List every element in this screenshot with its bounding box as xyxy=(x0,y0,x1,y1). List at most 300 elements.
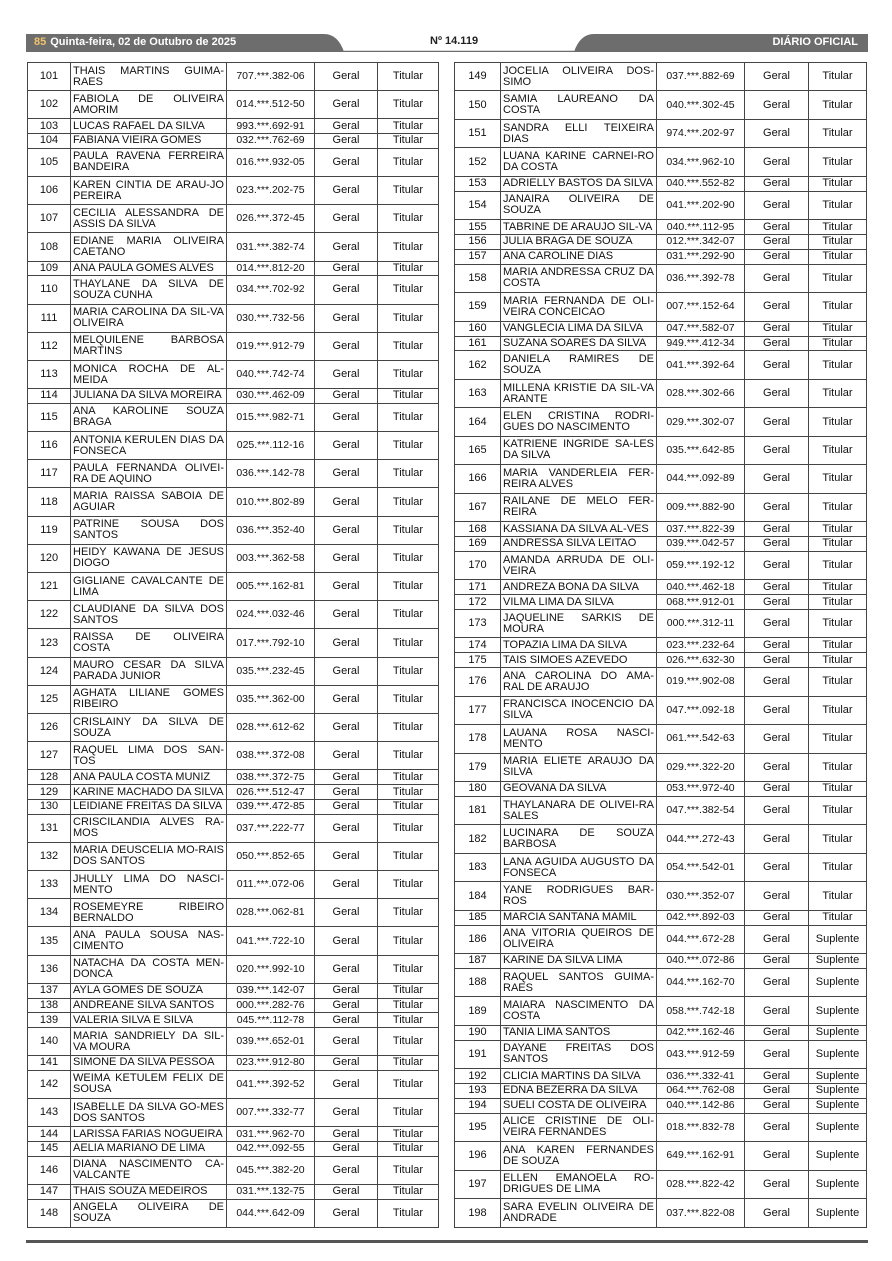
candidate-category: Geral xyxy=(745,249,809,264)
candidate-status: Titular xyxy=(809,220,867,235)
table-row xyxy=(455,148,867,176)
candidate-category: Geral xyxy=(745,997,809,1025)
row-number: 131 xyxy=(28,814,71,842)
candidate-status: Titular xyxy=(809,493,867,521)
row-number: 149 xyxy=(455,63,501,91)
candidate-status: Titular xyxy=(378,304,439,332)
row-number: 186 xyxy=(455,925,501,953)
table-row xyxy=(455,580,867,595)
row-number: 118 xyxy=(28,488,71,516)
row-number: 128 xyxy=(28,770,71,785)
table-row xyxy=(455,321,867,336)
row-number: 178 xyxy=(455,725,501,753)
table-row xyxy=(455,91,867,119)
candidate-name: KASSIANA DA SILVA AL-VES xyxy=(501,522,657,537)
row-number: 126 xyxy=(28,714,71,742)
candidate-status: Titular xyxy=(809,465,867,493)
candidate-category: Geral xyxy=(745,668,809,696)
table-row xyxy=(28,432,439,460)
candidate-name: MARIA FERNANDA DE OLI-VEIRA CONCEICAO xyxy=(501,293,657,321)
candidate-category: Geral xyxy=(745,725,809,753)
table-row xyxy=(28,742,439,770)
row-number: 108 xyxy=(28,233,71,261)
candidate-status: Suplente xyxy=(809,1084,867,1099)
candidate-category: Geral xyxy=(315,488,378,516)
candidates-table-right xyxy=(454,62,867,1228)
candidate-name: VILMA LIMA DA SILVA xyxy=(501,595,657,610)
table-row xyxy=(455,379,867,407)
candidate-category: Geral xyxy=(315,177,378,205)
row-number: 129 xyxy=(28,785,71,800)
table-row xyxy=(455,910,867,925)
table-row xyxy=(28,814,439,842)
candidate-category: Geral xyxy=(745,910,809,925)
candidate-name: ANA KAREN FERNANDES DE SOUZA xyxy=(501,1142,657,1170)
candidate-status: Titular xyxy=(809,293,867,321)
candidate-cpf: 020.***.992-10 xyxy=(227,955,315,983)
candidate-category: Geral xyxy=(745,925,809,953)
table-row xyxy=(28,276,439,304)
candidate-name: RAILANE DE MELO FER-REIRA xyxy=(501,493,657,521)
candidate-category: Geral xyxy=(315,332,378,360)
candidate-name: KARINE DA SILVA LIMA xyxy=(501,954,657,969)
candidate-name: FRANCISCA INOCENCIO DA SILVA xyxy=(501,696,657,724)
candidate-name: SARA EVELIN OLIVEIRA DE ANDRADE xyxy=(501,1199,657,1228)
candidate-category: Geral xyxy=(315,403,378,431)
row-number: 168 xyxy=(455,522,501,537)
candidate-name: PAULA FERNANDA OLIVEI-RA DE AQUINO xyxy=(71,460,227,488)
candidate-cpf: 028.***.612-62 xyxy=(227,714,315,742)
candidate-status: Titular xyxy=(809,610,867,638)
candidate-cpf: 035.***.362-00 xyxy=(227,685,315,713)
table-row xyxy=(28,389,439,404)
row-number: 197 xyxy=(455,1170,501,1198)
candidate-cpf: 044.***.272-43 xyxy=(657,825,745,853)
candidate-cpf: 016.***.932-05 xyxy=(227,148,315,176)
table-row xyxy=(28,488,439,516)
candidate-category: Geral xyxy=(745,436,809,464)
table-row xyxy=(28,573,439,601)
row-number: 124 xyxy=(28,657,71,685)
candidate-name: TOPAZIA LIMA DA SILVA xyxy=(501,638,657,653)
candidate-status: Titular xyxy=(809,696,867,724)
candidate-category: Geral xyxy=(745,595,809,610)
candidate-name: LAUANA ROSA NASCI-MENTO xyxy=(501,725,657,753)
candidate-name: ELLEN EMANOELA RO-DRIGUES DE LIMA xyxy=(501,1170,657,1198)
candidate-name: ADRIELLY BASTOS DA SILVA xyxy=(501,176,657,191)
candidate-category: Geral xyxy=(745,176,809,191)
table-row xyxy=(455,696,867,724)
candidate-category: Geral xyxy=(745,148,809,176)
candidate-cpf: 047.***.382-54 xyxy=(657,796,745,824)
candidate-category: Geral xyxy=(315,770,378,785)
candidate-name: YANE RODRIGUES BAR-ROS xyxy=(501,882,657,910)
candidate-status: Titular xyxy=(809,148,867,176)
candidate-category: Geral xyxy=(315,799,378,814)
candidate-status: Titular xyxy=(809,725,867,753)
candidate-status: Titular xyxy=(809,882,867,910)
candidate-category: Geral xyxy=(315,544,378,572)
candidate-name: ELEN CRISTINA RODRI-GUES DO NASCIMENTO xyxy=(501,408,657,436)
candidate-cpf: 009.***.882-90 xyxy=(657,493,745,521)
candidate-cpf: 037.***.822-08 xyxy=(657,1199,745,1228)
candidate-name: MARIA ELIETE ARAUJO DA SILVA xyxy=(501,753,657,781)
candidate-status: Titular xyxy=(809,176,867,191)
candidate-cpf: 007.***.332-77 xyxy=(227,1099,315,1127)
candidate-name: LUCINARA DE SOUZA BARBOSA xyxy=(501,825,657,853)
candidate-cpf: 041.***.202-90 xyxy=(657,191,745,219)
candidate-name: MAIARA NASCIMENTO DA COSTA xyxy=(501,997,657,1025)
candidate-status: Titular xyxy=(809,336,867,351)
candidate-status: Titular xyxy=(378,1141,439,1156)
candidate-status: Titular xyxy=(378,601,439,629)
table-row xyxy=(455,1084,867,1099)
candidate-category: Geral xyxy=(745,220,809,235)
row-number: 127 xyxy=(28,742,71,770)
row-number: 146 xyxy=(28,1156,71,1184)
row-number: 153 xyxy=(455,176,501,191)
row-number: 159 xyxy=(455,293,501,321)
candidate-category: Geral xyxy=(745,882,809,910)
table-row xyxy=(455,551,867,579)
candidate-status: Titular xyxy=(378,1127,439,1142)
table-row xyxy=(455,1040,867,1068)
candidate-status: Titular xyxy=(378,899,439,927)
candidate-cpf: 042.***.162-46 xyxy=(657,1025,745,1040)
candidate-cpf: 047.***.582-07 xyxy=(657,321,745,336)
candidate-category: Geral xyxy=(315,91,378,119)
candidate-category: Geral xyxy=(315,148,378,176)
candidate-category: Geral xyxy=(745,1040,809,1068)
candidate-status: Titular xyxy=(378,332,439,360)
candidate-category: Geral xyxy=(315,573,378,601)
candidate-name: ANDREANE SILVA SANTOS xyxy=(71,998,227,1013)
row-number: 166 xyxy=(455,465,501,493)
table-row xyxy=(28,871,439,899)
candidate-status: Titular xyxy=(378,63,439,91)
table-row xyxy=(28,770,439,785)
table-row xyxy=(28,799,439,814)
candidate-name: JANAIRA OLIVEIRA DE SOUZA xyxy=(501,191,657,219)
row-number: 136 xyxy=(28,955,71,983)
table-row xyxy=(455,668,867,696)
candidate-cpf: 040.***.112-95 xyxy=(657,220,745,235)
candidate-status: Titular xyxy=(809,235,867,250)
candidate-status: Titular xyxy=(378,148,439,176)
row-number: 148 xyxy=(28,1199,71,1227)
candidate-cpf: 041.***.722-10 xyxy=(227,927,315,955)
candidate-name: CRISCILANDIA ALVES RA-MOS xyxy=(71,814,227,842)
table-row xyxy=(28,601,439,629)
candidate-category: Geral xyxy=(745,653,809,668)
candidate-cpf: 034.***.962-10 xyxy=(657,148,745,176)
candidate-status: Titular xyxy=(809,668,867,696)
candidate-category: Geral xyxy=(745,321,809,336)
candidate-status: Titular xyxy=(378,261,439,276)
candidate-name: ANA CAROLINA DO AMA-RAL DE ARAUJO xyxy=(501,668,657,696)
candidate-status: Titular xyxy=(809,63,867,91)
row-number: 105 xyxy=(28,148,71,176)
candidate-cpf: 023.***.232-64 xyxy=(657,638,745,653)
candidate-cpf: 037.***.222-77 xyxy=(227,814,315,842)
candidate-cpf: 040.***.552-82 xyxy=(657,176,745,191)
table-row xyxy=(28,785,439,800)
candidate-cpf: 031.***.962-70 xyxy=(227,1127,315,1142)
candidate-category: Geral xyxy=(315,871,378,899)
candidate-name: THAYLANE DA SILVA DE SOUZA CUNHA xyxy=(71,276,227,304)
candidate-category: Geral xyxy=(745,954,809,969)
candidate-status: Titular xyxy=(378,119,439,134)
table-row xyxy=(455,191,867,219)
candidate-cpf: 068.***.912-01 xyxy=(657,595,745,610)
row-number: 133 xyxy=(28,871,71,899)
candidate-status: Titular xyxy=(378,1027,439,1055)
row-number: 170 xyxy=(455,551,501,579)
candidate-category: Geral xyxy=(745,753,809,781)
candidate-name: JULIA BRAGA DE SOUZA xyxy=(501,235,657,250)
table-row xyxy=(28,304,439,332)
candidate-status: Titular xyxy=(809,910,867,925)
candidate-name: KATRIENE INGRIDE SA-LES DA SILVA xyxy=(501,436,657,464)
candidate-status: Titular xyxy=(378,1156,439,1184)
candidate-cpf: 038.***.372-75 xyxy=(227,770,315,785)
candidate-status: Titular xyxy=(378,983,439,998)
candidate-cpf: 000.***.282-76 xyxy=(227,998,315,1013)
candidate-status: Titular xyxy=(809,264,867,292)
table-row xyxy=(28,91,439,119)
candidate-name: ANTONIA KERULEN DIAS DA FONSECA xyxy=(71,432,227,460)
row-number: 158 xyxy=(455,264,501,292)
candidate-category: Geral xyxy=(315,1013,378,1028)
candidate-cpf: 043.***.912-59 xyxy=(657,1040,745,1068)
candidate-name: LEIDIANE FREITAS DA SILVA xyxy=(71,799,227,814)
table-row xyxy=(455,825,867,853)
candidate-status: Suplente xyxy=(809,954,867,969)
table-row xyxy=(28,685,439,713)
candidate-name: ANA PAULA SOUSA NAS-CIMENTO xyxy=(71,927,227,955)
row-number: 134 xyxy=(28,899,71,927)
candidate-name: MARIA VANDERLEIA FER-REIRA ALVES xyxy=(501,465,657,493)
candidate-category: Geral xyxy=(315,983,378,998)
candidate-name: AYLA GOMES DE SOUZA xyxy=(71,983,227,998)
candidate-cpf: 044.***.162-70 xyxy=(657,968,745,996)
candidate-name: EDNA BEZERRA DA SILVA xyxy=(501,1084,657,1099)
row-number: 135 xyxy=(28,927,71,955)
row-number: 182 xyxy=(455,825,501,853)
candidate-status: Titular xyxy=(809,782,867,797)
table-row xyxy=(455,1113,867,1141)
candidate-cpf: 014.***.512-50 xyxy=(227,91,315,119)
candidate-cpf: 015.***.982-71 xyxy=(227,403,315,431)
row-number: 191 xyxy=(455,1040,501,1068)
candidate-name: ALICE CRISTINE DE OLI-VEIRA FERNANDES xyxy=(501,1113,657,1141)
candidate-name: VANGLECIA LIMA DA SILVA xyxy=(501,321,657,336)
candidate-status: Titular xyxy=(378,205,439,233)
table-row xyxy=(455,882,867,910)
candidate-name: RAQUEL SANTOS GUIMA-RAES xyxy=(501,968,657,996)
row-number: 154 xyxy=(455,191,501,219)
row-number: 102 xyxy=(28,91,71,119)
candidate-name: ANA VITORIA QUEIROS DE OLIVEIRA xyxy=(501,925,657,953)
candidate-category: Geral xyxy=(315,785,378,800)
candidate-name: GIGLIANE CAVALCANTE DE LIMA xyxy=(71,573,227,601)
row-number: 122 xyxy=(28,601,71,629)
table-row xyxy=(28,927,439,955)
candidate-name: MARIA DEUSCELIA MO-RAIS DOS SANTOS xyxy=(71,842,227,870)
table-row xyxy=(455,1170,867,1198)
row-number: 179 xyxy=(455,753,501,781)
candidate-cpf: 010.***.802-89 xyxy=(227,488,315,516)
row-number: 119 xyxy=(28,516,71,544)
row-number: 188 xyxy=(455,968,501,996)
candidate-name: THAIS MARTINS GUIMA-RAES xyxy=(71,63,227,91)
table-row xyxy=(28,1027,439,1055)
candidate-cpf: 012.***.342-07 xyxy=(657,235,745,250)
table-row xyxy=(28,1013,439,1028)
table-row xyxy=(28,714,439,742)
row-number: 194 xyxy=(455,1098,501,1113)
candidate-name: LANA AGUIDA AUGUSTO DA FONSECA xyxy=(501,853,657,881)
candidates-table-left xyxy=(27,62,439,1228)
publication-title: DIÁRIO OFICIAL xyxy=(772,36,858,48)
candidate-name: JOCELIA OLIVEIRA DOS-SIMO xyxy=(501,63,657,91)
candidate-name: CLAUDIANE DA SILVA DOS SANTOS xyxy=(71,601,227,629)
candidate-cpf: 039.***.652-01 xyxy=(227,1027,315,1055)
candidate-name: TAIS SIMOES AZEVEDO xyxy=(501,653,657,668)
row-number: 157 xyxy=(455,249,501,264)
candidate-status: Titular xyxy=(378,1056,439,1071)
candidate-status: Suplente xyxy=(809,1025,867,1040)
row-number: 195 xyxy=(455,1113,501,1141)
candidate-category: Geral xyxy=(745,853,809,881)
page-number: 85 xyxy=(34,36,47,48)
candidate-cpf: 064.***.762-08 xyxy=(657,1084,745,1099)
candidate-category: Geral xyxy=(315,1141,378,1156)
candidate-name: MARIA ANDRESSA CRUZ DA COSTA xyxy=(501,264,657,292)
candidate-name: MARIA SANDRIELY DA SIL-VA MOURA xyxy=(71,1027,227,1055)
row-number: 162 xyxy=(455,351,501,379)
candidate-category: Geral xyxy=(745,537,809,552)
row-number: 114 xyxy=(28,389,71,404)
table-row xyxy=(455,351,867,379)
table-row xyxy=(455,293,867,321)
candidate-cpf: 041.***.392-64 xyxy=(657,351,745,379)
row-number: 123 xyxy=(28,629,71,657)
candidate-status: Titular xyxy=(809,91,867,119)
candidate-status: Titular xyxy=(809,436,867,464)
candidate-status: Titular xyxy=(378,685,439,713)
candidate-name: WEIMA KETULEM FELIX DE SOUSA xyxy=(71,1070,227,1098)
candidate-cpf: 040.***.302-45 xyxy=(657,91,745,119)
candidate-category: Geral xyxy=(315,1027,378,1055)
table-row xyxy=(455,1025,867,1040)
row-number: 151 xyxy=(455,119,501,147)
table-row xyxy=(28,177,439,205)
table-row xyxy=(455,408,867,436)
table-row xyxy=(455,493,867,521)
right-column xyxy=(454,62,866,1228)
candidate-cpf: 040.***.742-74 xyxy=(227,360,315,388)
table-row xyxy=(28,1056,439,1071)
candidate-category: Geral xyxy=(315,261,378,276)
candidate-status: Titular xyxy=(809,825,867,853)
candidate-status: Titular xyxy=(809,351,867,379)
candidate-cpf: 044.***.092-89 xyxy=(657,465,745,493)
candidate-category: Geral xyxy=(315,233,378,261)
candidate-name: EDIANE MARIA OLIVEIRA CAETANO xyxy=(71,233,227,261)
table-row xyxy=(28,629,439,657)
candidate-name: THAIS SOUZA MEDEIROS xyxy=(71,1184,227,1199)
table-row xyxy=(28,842,439,870)
candidate-name: JHULLY LIMA DO NASCI-MENTO xyxy=(71,871,227,899)
candidate-cpf: 032.***.762-69 xyxy=(227,134,315,149)
candidate-status: Titular xyxy=(378,276,439,304)
candidate-cpf: 007.***.152-64 xyxy=(657,293,745,321)
row-number: 107 xyxy=(28,205,71,233)
candidate-category: Geral xyxy=(745,825,809,853)
candidate-cpf: 042.***.892-03 xyxy=(657,910,745,925)
candidate-name: FABIANA VIEIRA GOMES xyxy=(71,134,227,149)
table-row xyxy=(28,205,439,233)
table-row xyxy=(28,1127,439,1142)
candidate-cpf: 024.***.032-46 xyxy=(227,601,315,629)
candidate-cpf: 993.***.692-91 xyxy=(227,119,315,134)
candidate-cpf: 045.***.382-20 xyxy=(227,1156,315,1184)
candidate-name: MELQUILENE BARBOSA MARTINS xyxy=(71,332,227,360)
candidate-cpf: 050.***.852-65 xyxy=(227,842,315,870)
table-row xyxy=(455,753,867,781)
candidate-status: Titular xyxy=(809,379,867,407)
candidate-cpf: 023.***.202-75 xyxy=(227,177,315,205)
candidate-status: Titular xyxy=(809,321,867,336)
row-number: 152 xyxy=(455,148,501,176)
candidate-category: Geral xyxy=(315,629,378,657)
candidate-cpf: 041.***.392-52 xyxy=(227,1070,315,1098)
row-number: 175 xyxy=(455,653,501,668)
candidate-category: Geral xyxy=(745,91,809,119)
candidate-status: Titular xyxy=(378,573,439,601)
candidate-cpf: 037.***.882-69 xyxy=(657,63,745,91)
candidate-name: LUCAS RAFAEL DA SILVA xyxy=(71,119,227,134)
candidate-status: Titular xyxy=(378,544,439,572)
candidate-category: Geral xyxy=(745,465,809,493)
candidate-cpf: 028.***.822-42 xyxy=(657,1170,745,1198)
candidate-status: Suplente xyxy=(809,1199,867,1228)
table-row xyxy=(455,119,867,147)
row-number: 115 xyxy=(28,403,71,431)
table-row xyxy=(455,782,867,797)
candidate-name: LARISSA FARIAS NOGUEIRA xyxy=(71,1127,227,1142)
candidate-cpf: 047.***.092-18 xyxy=(657,696,745,724)
candidate-cpf: 974.***.202-97 xyxy=(657,119,745,147)
candidate-category: Geral xyxy=(745,551,809,579)
candidate-category: Geral xyxy=(315,460,378,488)
candidate-name: PAULA RAVENA FERREIRA BANDEIRA xyxy=(71,148,227,176)
candidate-status: Titular xyxy=(378,714,439,742)
candidate-category: Geral xyxy=(315,601,378,629)
row-number: 196 xyxy=(455,1142,501,1170)
table-row xyxy=(455,176,867,191)
row-number: 183 xyxy=(455,853,501,881)
row-number: 180 xyxy=(455,782,501,797)
candidate-category: Geral xyxy=(745,1113,809,1141)
candidate-name: MAURO CESAR DA SILVA PARADA JUNIOR xyxy=(71,657,227,685)
table-row xyxy=(28,134,439,149)
table-row xyxy=(455,1199,867,1228)
candidate-cpf: 029.***.302-07 xyxy=(657,408,745,436)
row-number: 138 xyxy=(28,998,71,1013)
candidate-category: Geral xyxy=(745,379,809,407)
